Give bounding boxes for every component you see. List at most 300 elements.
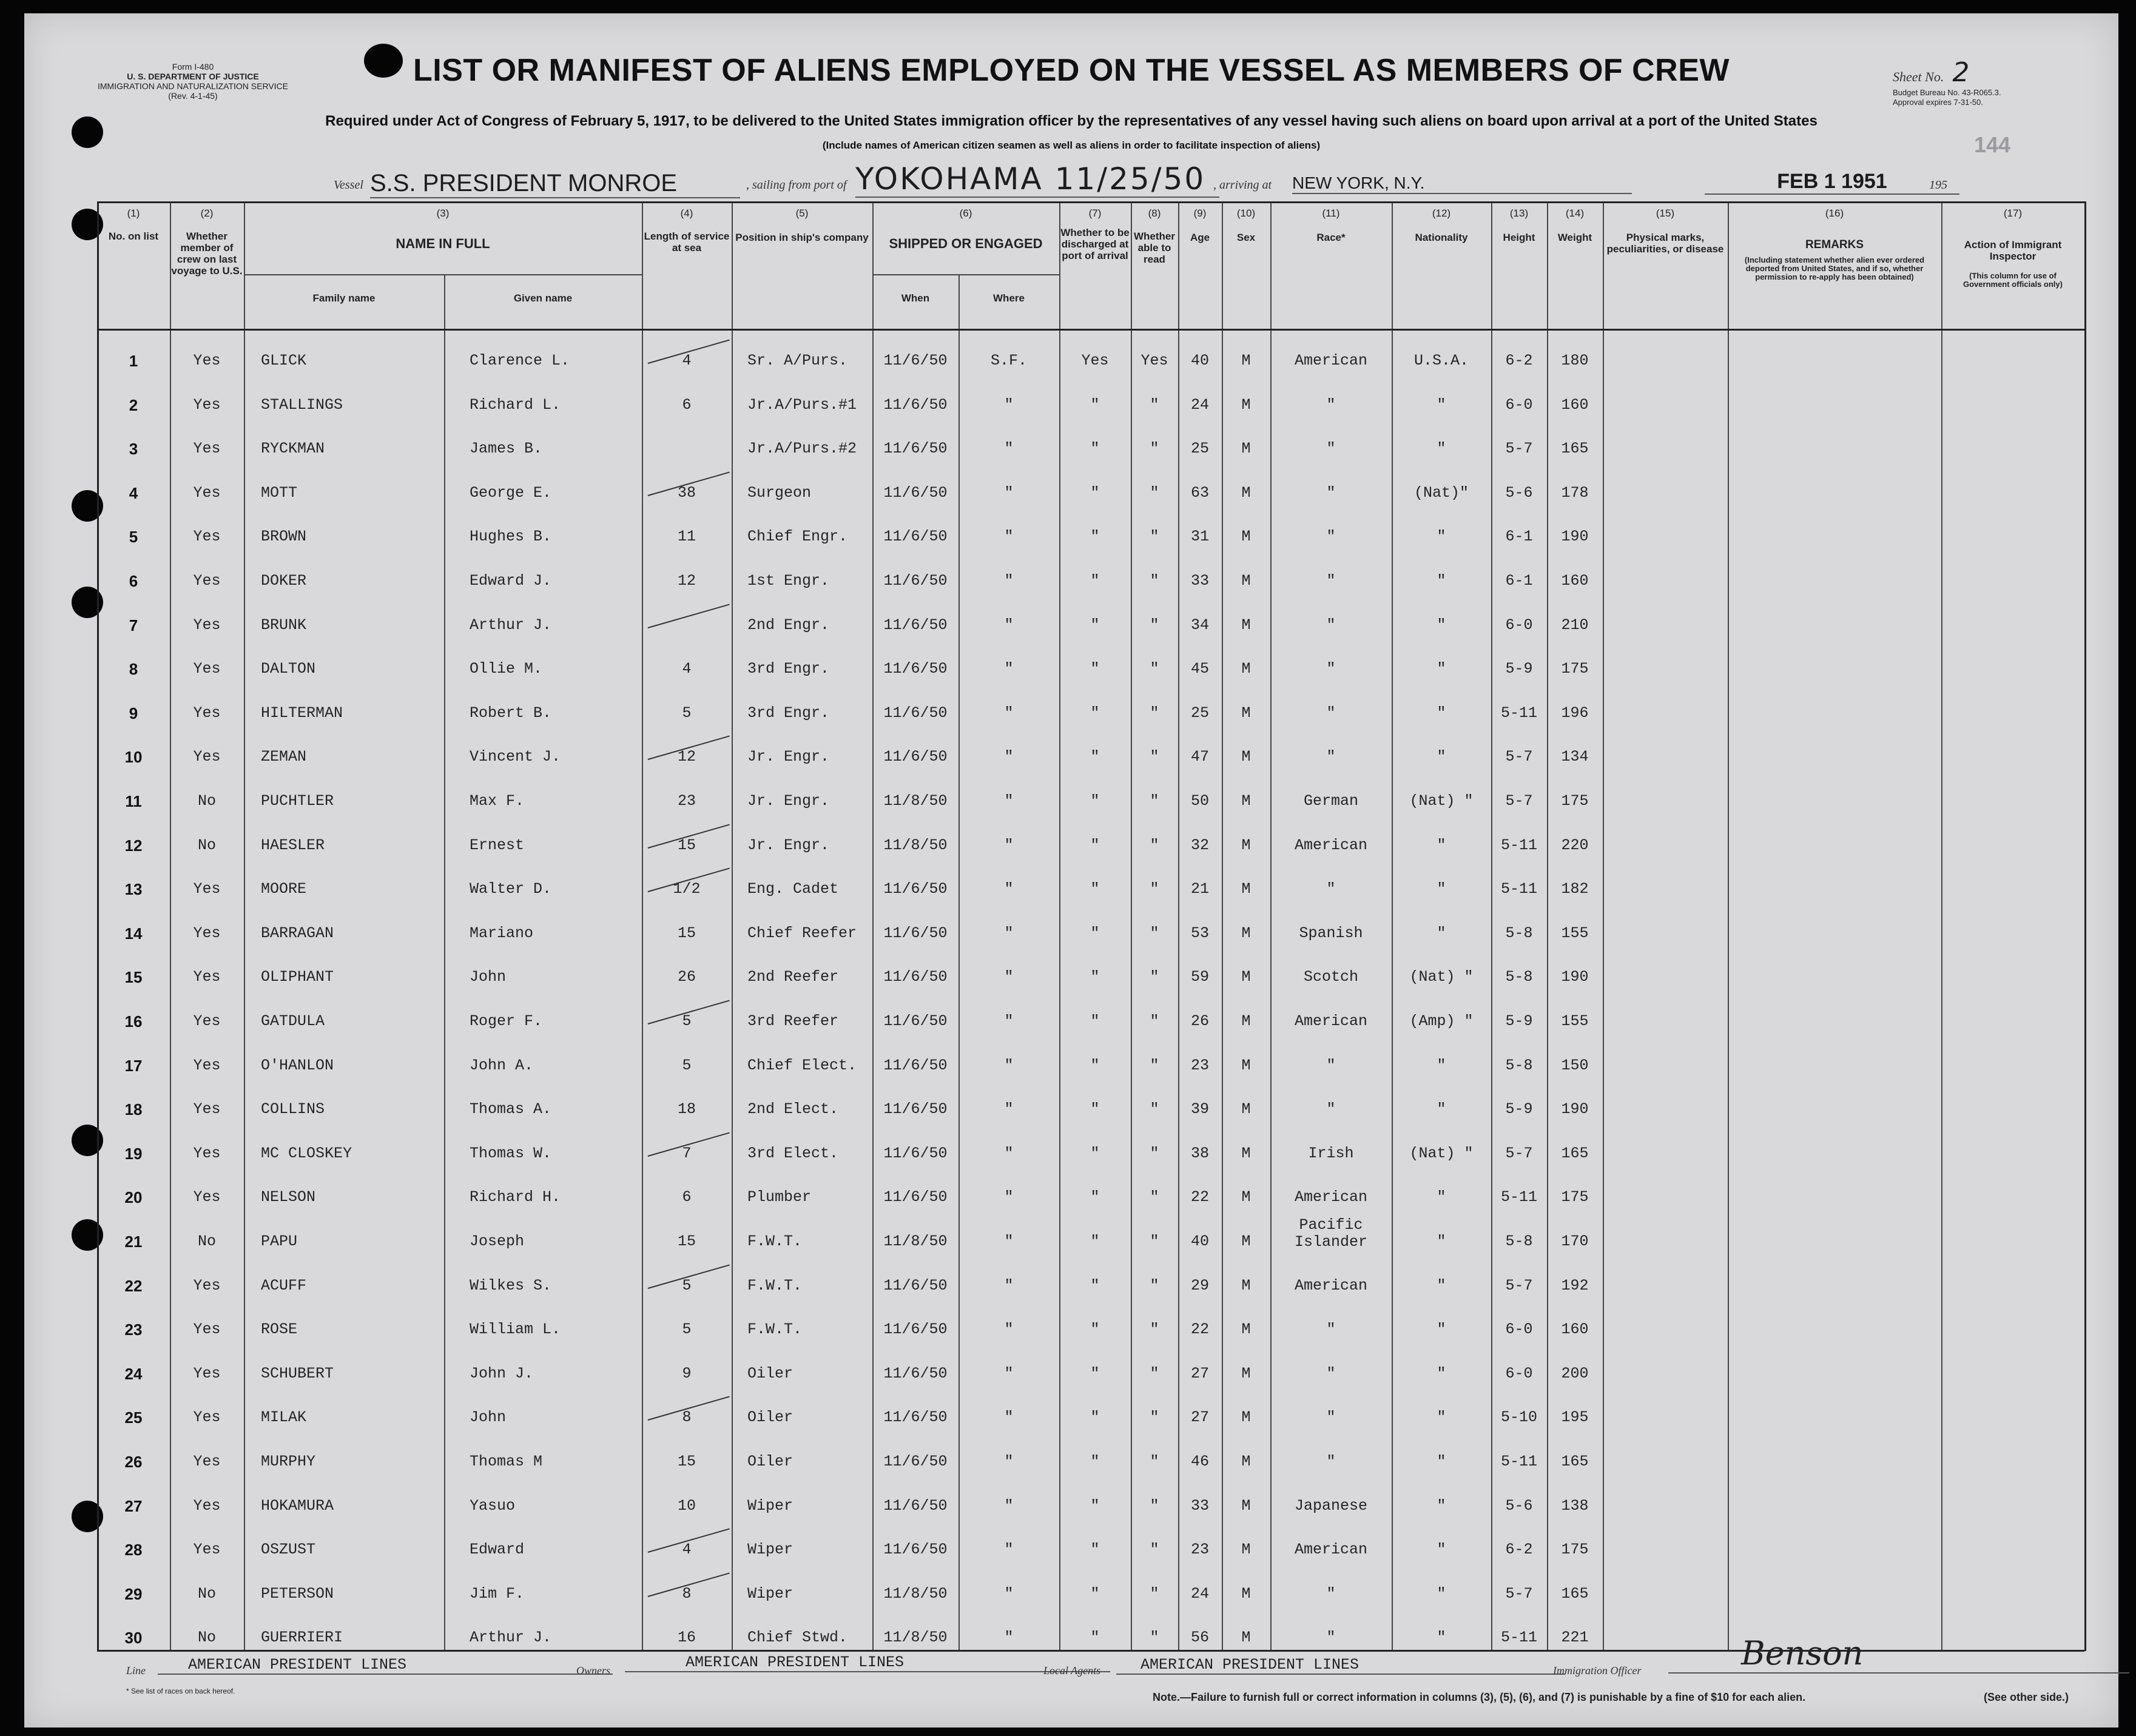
column-header: Position in ship's company <box>735 232 869 243</box>
cell-nationality: " <box>1437 1188 1446 1206</box>
cell-sex: M <box>1241 1364 1251 1382</box>
cell-service: 12 <box>677 572 696 590</box>
cell-prev: No <box>197 1584 216 1603</box>
cell-when: 11/6/50 <box>883 616 948 634</box>
cell-prev: Yes <box>193 483 221 502</box>
cell-family: HAESLER <box>261 836 325 854</box>
cell-service: 4 <box>682 1541 692 1559</box>
cell-family: MILAK <box>261 1408 307 1427</box>
cell-weight: 195 <box>1561 1408 1589 1427</box>
cell-height: 6-1 <box>1505 572 1533 590</box>
cell-when: 11/6/50 <box>883 704 948 722</box>
cell-service: 5 <box>682 704 692 722</box>
cell-height: 5-9 <box>1505 1100 1533 1119</box>
cell-age: 47 <box>1190 748 1209 766</box>
table-row <box>97 1259 2084 1303</box>
cell-age: 33 <box>1190 1496 1209 1515</box>
cell-height: 5-8 <box>1505 968 1533 986</box>
cell-when: 11/6/50 <box>883 968 948 986</box>
cell-given: William L. <box>470 1321 561 1339</box>
cell-when: 11/6/50 <box>883 1188 948 1206</box>
cell-discharged: " <box>1090 1408 1100 1427</box>
cell-where: " <box>1004 792 1014 810</box>
cell-no: 22 <box>124 1276 143 1295</box>
cell-no: 9 <box>129 704 138 722</box>
cell-read: " <box>1150 880 1159 898</box>
cell-nationality: " <box>1437 1100 1446 1119</box>
cell-position: Oiler <box>747 1364 793 1382</box>
cell-where: " <box>1004 528 1014 546</box>
cell-age: 27 <box>1190 1364 1209 1382</box>
cell-discharged: " <box>1090 1012 1100 1030</box>
cell-nationality: " <box>1437 1321 1446 1339</box>
cell-sex: M <box>1241 704 1251 722</box>
cell-no: 30 <box>124 1629 143 1647</box>
cell-position: 1st Engr. <box>747 572 830 590</box>
cell-race: Irish <box>1308 1144 1354 1162</box>
column-header-note: (Including statement whether alien ever ordered deported from United States, and if so, whether permission to re-apply has been obtained) <box>1744 255 1925 281</box>
cell-position: Chief Reefer <box>747 924 857 942</box>
cell-discharged: " <box>1090 483 1100 502</box>
cell-sex: M <box>1241 1496 1251 1515</box>
cell-no: 2 <box>129 395 138 414</box>
cell-height: 5-6 <box>1505 483 1533 502</box>
officer-label: Immigration Officer <box>1553 1664 1642 1677</box>
cell-read: " <box>1150 1100 1159 1119</box>
cell-prev: Yes <box>193 1012 221 1030</box>
cell-service: 5 <box>682 1012 692 1030</box>
name-subheader-line <box>244 274 642 275</box>
cell-sex: M <box>1241 924 1251 942</box>
header-bottom-border <box>97 329 2084 331</box>
cell-when: 11/8/50 <box>883 836 948 854</box>
cell-discharged: " <box>1090 1541 1100 1559</box>
column-number: (16) <box>1825 207 1844 219</box>
cell-where: S.F. <box>990 352 1027 369</box>
officer-signature: Benson <box>1668 1634 2129 1674</box>
cell-service: 9 <box>682 1364 692 1382</box>
cell-service: 38 <box>677 483 696 502</box>
cell-given: Robert B. <box>470 704 552 722</box>
cell-given: John A. <box>470 1056 534 1074</box>
cell-nationality: " <box>1437 1233 1446 1250</box>
column-number: (2) <box>200 207 214 219</box>
cell-race: " <box>1326 1364 1336 1382</box>
cell-height: 5-11 <box>1500 836 1537 854</box>
cell-read: " <box>1150 1584 1159 1603</box>
races-note: * See list of races on back hereof. <box>126 1687 235 1695</box>
cell-discharged: " <box>1090 1233 1100 1250</box>
cell-race: American <box>1294 836 1368 854</box>
cell-position: 3rd Engr. <box>747 704 830 722</box>
cell-service: 15 <box>677 836 696 854</box>
cell-height: 5-7 <box>1505 440 1533 458</box>
cell-age: 39 <box>1190 1100 1209 1119</box>
cell-sex: M <box>1241 483 1251 502</box>
cell-discharged: " <box>1090 1188 1100 1206</box>
cell-weight: 210 <box>1561 616 1589 634</box>
cell-weight: 160 <box>1561 395 1589 414</box>
cell-discharged: " <box>1090 748 1100 766</box>
cell-no: 26 <box>124 1453 143 1471</box>
cell-sex: M <box>1241 1100 1251 1119</box>
cell-position: Wiper <box>747 1584 793 1603</box>
column-number: (8) <box>1148 207 1161 219</box>
cell-read: " <box>1150 748 1159 766</box>
cell-given: Mariano <box>470 924 534 942</box>
cell-family: PAPU <box>261 1233 298 1250</box>
cell-position: 3rd Reefer <box>747 1012 839 1030</box>
cell-read: " <box>1150 395 1159 414</box>
see-other-side: (See other side.) <box>1984 1691 2069 1703</box>
cell-when: 11/6/50 <box>883 483 948 502</box>
cell-nationality: " <box>1437 440 1446 458</box>
cell-no: 7 <box>129 616 138 634</box>
line-label: Line <box>126 1664 146 1677</box>
sheet-number: 2 <box>1952 57 1970 88</box>
cell-position: Jr.A/Purs.#1 <box>747 395 857 414</box>
cell-service: 6 <box>682 395 692 414</box>
cell-race: " <box>1326 1100 1336 1119</box>
cell-weight: 175 <box>1561 660 1589 678</box>
cell-given: George E. <box>470 483 552 502</box>
cell-nationality: " <box>1437 704 1446 722</box>
cell-when: 11/6/50 <box>883 748 948 766</box>
cell-age: 40 <box>1190 1233 1209 1250</box>
cell-height: 5-11 <box>1500 880 1537 898</box>
cell-no: 28 <box>124 1541 143 1559</box>
cell-where: " <box>1004 1276 1014 1294</box>
cell-race: " <box>1326 1453 1336 1470</box>
cell-where: " <box>1004 616 1014 634</box>
cell-race: American <box>1294 1188 1368 1206</box>
table-row <box>97 1479 2084 1523</box>
cell-height: 5-7 <box>1505 748 1533 766</box>
cell-sex: M <box>1241 1276 1251 1294</box>
cell-family: MC CLOSKEY <box>261 1144 352 1162</box>
cell-discharged: " <box>1090 616 1100 634</box>
cell-prev: Yes <box>193 1364 221 1382</box>
cell-where: " <box>1004 1408 1014 1427</box>
cell-where: " <box>1004 924 1014 942</box>
cell-prev: No <box>197 792 216 810</box>
cell-read: " <box>1150 1453 1159 1470</box>
cell-race: " <box>1326 1321 1336 1339</box>
cell-age: 26 <box>1190 1012 1209 1030</box>
cell-when: 11/6/50 <box>883 395 948 414</box>
cell-read: " <box>1150 968 1159 986</box>
cell-where: " <box>1004 704 1014 722</box>
form-id: Form I-480 <box>172 62 214 72</box>
cell-when: 11/6/50 <box>883 1321 948 1339</box>
column-header: Weight <box>1557 232 1592 243</box>
cell-when: 11/6/50 <box>883 572 948 590</box>
cell-age: 27 <box>1190 1408 1209 1427</box>
cell-where: " <box>1004 1188 1014 1206</box>
cell-race: " <box>1326 1584 1336 1603</box>
cell-weight: 165 <box>1561 440 1589 458</box>
cell-service: 7 <box>682 1144 692 1162</box>
cell-position: 2nd Elect. <box>747 1100 839 1119</box>
cell-weight: 192 <box>1561 1276 1589 1294</box>
cell-family: ACUFF <box>261 1276 307 1294</box>
cell-discharged: " <box>1090 1144 1100 1162</box>
cell-weight: 160 <box>1561 572 1589 590</box>
cell-family: MURPHY <box>261 1453 316 1470</box>
table-row <box>97 1435 2084 1479</box>
cell-prev: Yes <box>193 616 221 634</box>
cell-race: Spanish <box>1299 924 1363 942</box>
table-row <box>97 422 2084 466</box>
cell-read: " <box>1150 1276 1159 1294</box>
cell-prev: Yes <box>193 660 221 678</box>
cell-when: 11/6/50 <box>883 1408 948 1427</box>
cell-given: Walter D. <box>470 880 552 898</box>
cell-position: 2nd Reefer <box>747 968 839 986</box>
cell-service: 8 <box>682 1408 692 1427</box>
column-header: Sex <box>1236 232 1256 243</box>
cell-discharged: " <box>1090 572 1100 590</box>
cell-given: Thomas A. <box>470 1100 552 1119</box>
cell-when: 11/8/50 <box>883 1233 948 1250</box>
cell-when: 11/6/50 <box>883 1144 948 1162</box>
cell-prev: No <box>197 1233 216 1250</box>
cell-race: Pacific Islander <box>1294 1216 1368 1251</box>
table-row <box>97 1347 2084 1391</box>
cell-read: " <box>1150 1408 1159 1427</box>
cell-weight: 155 <box>1561 924 1589 942</box>
column-number: (10) <box>1236 207 1256 219</box>
cell-position: Eng. Cadet <box>747 880 839 898</box>
cell-discharged: " <box>1090 395 1100 414</box>
cell-discharged: " <box>1090 1584 1100 1603</box>
cell-no: 20 <box>124 1188 143 1207</box>
column-header: NAME IN FULL <box>396 236 490 251</box>
cell-nationality: " <box>1437 616 1446 634</box>
column-number: (12) <box>1432 207 1451 219</box>
cell-discharged: " <box>1090 1276 1100 1294</box>
cell-given: Thomas M <box>470 1453 543 1470</box>
cell-sex: M <box>1241 1629 1251 1647</box>
cell-when: 11/6/50 <box>883 1100 948 1119</box>
cell-family: PETERSON <box>261 1584 334 1603</box>
cell-sex: M <box>1241 528 1251 546</box>
cell-height: 5-9 <box>1505 660 1533 678</box>
cell-read: " <box>1150 572 1159 590</box>
cell-where: " <box>1004 1584 1014 1603</box>
cell-discharged: " <box>1090 792 1100 810</box>
cell-family: GLICK <box>261 352 307 369</box>
column-subheader: Given name <box>513 292 573 304</box>
cell-discharged: " <box>1090 836 1100 854</box>
cell-weight: 165 <box>1561 1453 1589 1470</box>
cell-read: " <box>1150 1233 1159 1250</box>
cell-given: Arthur J. <box>470 616 552 634</box>
cell-given: Yasuo <box>470 1496 516 1515</box>
column-number: (3) <box>436 207 450 219</box>
cell-age: 22 <box>1190 1321 1209 1339</box>
cell-sex: M <box>1241 1233 1251 1250</box>
cell-age: 46 <box>1190 1453 1209 1470</box>
year-suffix: 195 <box>1929 178 1947 192</box>
cell-race: German <box>1303 792 1358 810</box>
cell-age: 40 <box>1190 352 1209 369</box>
column-header: Action of Immigrant Inspector <box>1964 239 2062 262</box>
cell-weight: 155 <box>1561 1012 1589 1030</box>
cell-race: " <box>1326 1408 1336 1427</box>
column-number: (11) <box>1322 207 1340 219</box>
cell-sex: M <box>1241 1056 1251 1074</box>
cell-age: 45 <box>1190 660 1209 678</box>
column-header-note: (This column for use of Government officials only) <box>1963 271 2063 289</box>
sailing-label: , sailing from port of <box>746 178 847 192</box>
cell-position: Wiper <box>747 1541 793 1559</box>
column-header: Height <box>1503 232 1535 243</box>
cell-no: 15 <box>124 968 143 987</box>
column-number: (7) <box>1088 207 1102 219</box>
cell-weight: 160 <box>1561 1321 1589 1339</box>
cell-age: 53 <box>1190 924 1209 942</box>
cell-given: Joseph <box>470 1233 525 1250</box>
cell-nationality: " <box>1437 1408 1446 1427</box>
cell-where: " <box>1004 968 1014 986</box>
cell-no: 3 <box>129 440 138 459</box>
cell-where: " <box>1004 1629 1014 1647</box>
cell-service: 18 <box>677 1100 696 1119</box>
cell-prev: No <box>197 1629 216 1647</box>
cell-discharged: " <box>1090 1364 1100 1382</box>
cell-race: " <box>1326 440 1336 458</box>
cell-given: John J. <box>470 1364 534 1382</box>
cell-prev: Yes <box>193 1453 221 1470</box>
cell-weight: 190 <box>1561 1100 1589 1119</box>
cell-weight: 175 <box>1561 792 1589 810</box>
cell-age: 31 <box>1190 528 1209 546</box>
cell-nationality: (Nat) " <box>1409 968 1474 986</box>
cell-nationality: " <box>1437 1584 1446 1603</box>
cell-service: 15 <box>677 1233 696 1250</box>
cell-weight: 190 <box>1561 528 1589 546</box>
cell-no: 10 <box>124 748 143 767</box>
cell-no: 25 <box>124 1408 143 1427</box>
crew-table <box>97 201 2084 1651</box>
cell-no: 14 <box>124 924 143 943</box>
cell-service: 23 <box>677 792 696 810</box>
cell-position: Oiler <box>747 1408 793 1427</box>
cell-service: 5 <box>682 1276 692 1294</box>
column-number: (14) <box>1565 207 1585 219</box>
cell-race: " <box>1326 528 1336 546</box>
cell-race: " <box>1326 1629 1336 1647</box>
cell-position: 3rd Elect. <box>747 1144 839 1162</box>
cell-read: " <box>1150 1496 1159 1515</box>
cell-height: 6-2 <box>1505 1541 1533 1559</box>
cell-position: Jr. Engr. <box>747 792 830 810</box>
cell-prev: Yes <box>193 395 221 414</box>
cell-age: 22 <box>1190 1188 1209 1206</box>
cell-position: Oiler <box>747 1453 793 1470</box>
cell-when: 11/6/50 <box>883 352 948 369</box>
table-row <box>97 1390 2084 1435</box>
cell-where: " <box>1004 483 1014 502</box>
cell-where: " <box>1004 836 1014 854</box>
cell-where: " <box>1004 880 1014 898</box>
cell-age: 32 <box>1190 836 1209 854</box>
table-row <box>97 642 2084 686</box>
cell-prev: Yes <box>193 352 221 369</box>
cell-where: " <box>1004 1453 1014 1470</box>
cell-sex: M <box>1241 1188 1251 1206</box>
cell-nationality: (Nat) " <box>1409 792 1474 810</box>
cell-discharged: " <box>1090 1496 1100 1515</box>
cell-discharged: " <box>1090 924 1100 942</box>
cell-age: 38 <box>1190 1144 1209 1162</box>
cell-service: 16 <box>677 1629 696 1647</box>
cell-no: 8 <box>129 660 138 679</box>
cell-age: 23 <box>1190 1056 1209 1074</box>
cell-position: 3rd Engr. <box>747 660 830 678</box>
cell-family: BROWN <box>261 528 307 546</box>
cell-race: American <box>1294 1276 1368 1294</box>
cell-discharged: " <box>1090 1629 1100 1647</box>
cell-nationality: " <box>1437 572 1446 590</box>
pencil-mark <box>648 604 730 628</box>
cell-nationality: " <box>1437 924 1446 942</box>
cell-race: Scotch <box>1303 968 1358 986</box>
cell-family: O'HANLON <box>261 1056 334 1074</box>
cell-no: 5 <box>129 528 138 547</box>
cell-when: 11/6/50 <box>883 1276 948 1294</box>
cell-when: 11/8/50 <box>883 1584 948 1603</box>
cell-read: " <box>1150 1012 1159 1030</box>
cell-family: ROSE <box>261 1321 298 1339</box>
cell-where: " <box>1004 572 1014 590</box>
cell-race: Japanese <box>1294 1496 1368 1515</box>
column-header: REMARKS <box>1805 238 1864 251</box>
table-row <box>97 1170 2084 1214</box>
cell-age: 25 <box>1190 440 1209 458</box>
cell-prev: Yes <box>193 572 221 590</box>
cell-where: " <box>1004 1541 1014 1559</box>
cell-where: " <box>1004 1144 1014 1162</box>
cell-read: " <box>1150 1144 1159 1162</box>
cell-when: 11/6/50 <box>883 1496 948 1515</box>
cell-given: John <box>470 968 507 986</box>
cell-service: 4 <box>682 352 692 369</box>
cell-weight: 150 <box>1561 1056 1589 1074</box>
cell-prev: Yes <box>193 1100 221 1119</box>
cell-race: " <box>1326 660 1336 678</box>
cell-family: DALTON <box>261 660 316 678</box>
cell-where: " <box>1004 1321 1014 1339</box>
column-number: (17) <box>2003 207 2023 219</box>
cell-no: 1 <box>129 352 138 370</box>
cell-given: James B. <box>470 440 543 458</box>
shipped-subheader-line <box>872 274 1059 275</box>
cell-weight: 134 <box>1561 748 1589 766</box>
cell-when: 11/6/50 <box>883 1541 948 1559</box>
cell-height: 5-11 <box>1500 1453 1537 1470</box>
cell-family: BARRAGAN <box>261 924 334 942</box>
cell-given: Richard L. <box>470 395 561 414</box>
cell-nationality: (Amp) " <box>1409 1012 1474 1030</box>
cell-weight: 221 <box>1561 1629 1589 1647</box>
cell-prev: Yes <box>193 1408 221 1427</box>
cell-discharged: " <box>1090 1100 1100 1119</box>
cell-nationality: " <box>1437 1629 1446 1647</box>
cell-position: F.W.T. <box>747 1276 803 1294</box>
cell-height: 6-0 <box>1505 1321 1533 1339</box>
